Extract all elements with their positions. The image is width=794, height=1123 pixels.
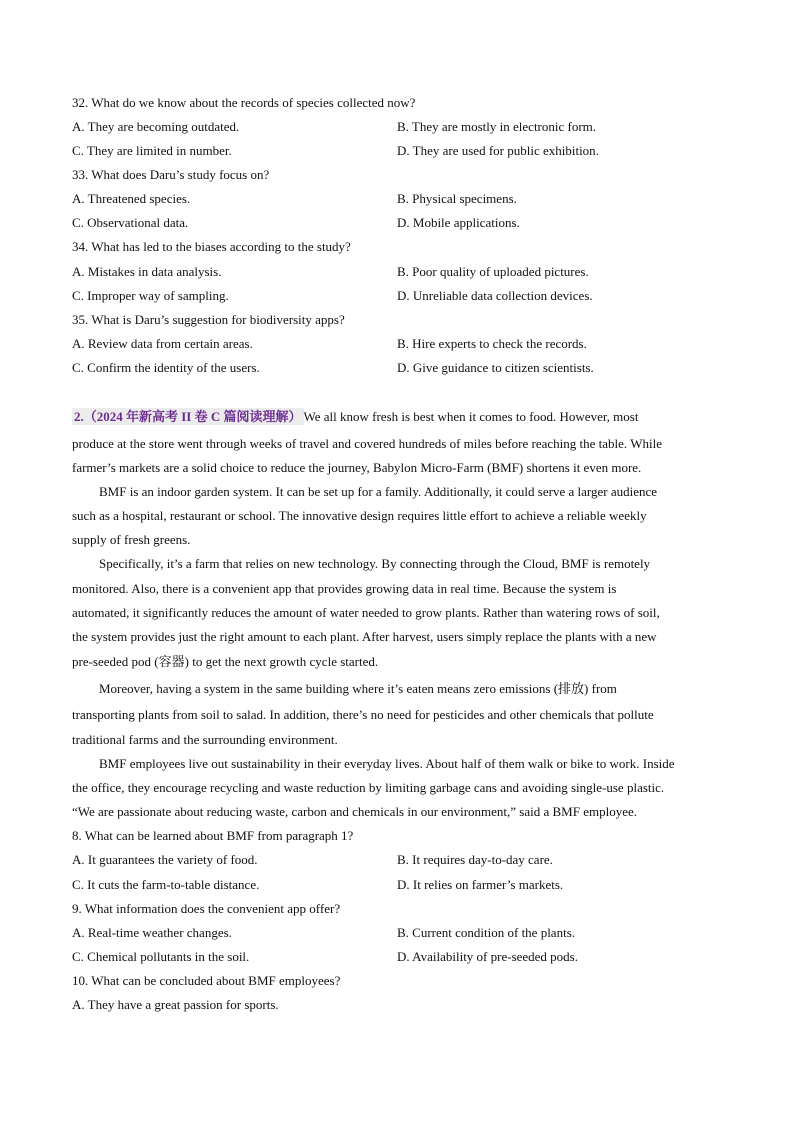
question-33-option-a: A. Threatened species. xyxy=(72,191,191,206)
passage-paragraph-5-line-2: the office, they encourage recycling and waste reduction by limiting garbage cans and avoiding single-use plastic. xyxy=(72,780,665,795)
question-32-option-d: D. They are used for public exhibition. xyxy=(397,143,599,158)
question-9-option-a: A. Real-time weather changes. xyxy=(72,925,232,940)
question-34-option-a: A. Mistakes in data analysis. xyxy=(72,264,222,279)
passage-paragraph-1-line-1 xyxy=(72,409,638,425)
question-8-stem: 8. What can be learned about BMF from paragraph 1? xyxy=(72,828,354,843)
passage-paragraph-3-line-3: automated, it significantly reduces the amount of water needed to grow plants. Rather than watering rows of soil, xyxy=(72,605,660,620)
question-34-option-b: B. Poor quality of uploaded pictures. xyxy=(397,264,589,279)
question-32-option-c: C. They are limited in number. xyxy=(72,143,232,158)
passage-paragraph-4-line-2: transporting plants from soil to salad. In addition, there’s no need for pesticides and other chemicals that pollute xyxy=(72,707,654,722)
source-tag: 2.（2024 年新高考 II 卷 C 篇阅读理解） xyxy=(74,409,302,424)
question-35-option-b: B. Hire experts to check the records. xyxy=(397,336,587,351)
passage-paragraph-3-line-1: Specifically, it’s a farm that relies on new technology. By connecting through the Cloud, BMF is remotely xyxy=(99,556,651,571)
passage-paragraph-3-line-5: pre-seeded pod (容器) to get the next growth cycle started. xyxy=(72,654,379,669)
passage-paragraph-2-line-1: BMF is an indoor garden system. It can be set up for a family. Additionally, it could serve a larger audience xyxy=(99,484,658,499)
question-8-option-d: D. It relies on farmer’s markets. xyxy=(397,877,564,892)
question-32-option-a: A. They are becoming outdated. xyxy=(72,119,240,134)
question-9-stem: 9. What information does the convenient app offer? xyxy=(72,901,341,916)
question-35-stem: 35. What is Daru’s suggestion for biodiversity apps? xyxy=(72,312,345,327)
question-9-option-d: D. Availability of pre-seeded pods. xyxy=(397,949,578,964)
question-33-option-c: C. Observational data. xyxy=(72,215,189,230)
question-34-option-d: D. Unreliable data collection devices. xyxy=(397,288,593,303)
question-35-option-a: A. Review data from certain areas. xyxy=(72,336,253,351)
question-34-stem: 34. What has led to the biases according to the study? xyxy=(72,239,351,254)
passage-paragraph-3-line-2: monitored. Also, there is a convenient app that provides growing data in real time. Because the system is xyxy=(72,581,617,596)
passage-paragraph-5-line-3: “We are passionate about reducing waste, carbon and chemicals in our environment,” said a BMF employee. xyxy=(72,804,637,819)
question-8-option-b: B. It requires day-to-day care. xyxy=(397,852,553,867)
passage-paragraph-2-line-2: such as a hospital, restaurant or school. The innovative design requires little effort to achieve a reliable weekly xyxy=(72,508,647,523)
question-33-option-b: B. Physical specimens. xyxy=(397,191,517,206)
question-32-stem: 32. What do we know about the records of species collected now? xyxy=(72,95,416,110)
question-33-stem: 33. What does Daru’s study focus on? xyxy=(72,167,270,182)
question-8-option-a: A. It guarantees the variety of food. xyxy=(72,852,258,867)
question-10-option-a: A. They have a great passion for sports. xyxy=(72,997,279,1012)
passage-paragraph-1-line-3: farmer’s markets are a solid choice to reduce the journey, Babylon Micro-Farm (BMF) shortens it even more. xyxy=(72,460,642,475)
question-34-option-c: C. Improper way of sampling. xyxy=(72,288,229,303)
passage-paragraph-3-line-4: the system provides just the right amount to each plant. After harvest, users simply replace the plants with a new xyxy=(72,629,657,644)
passage-paragraph-4-line-1: Moreover, having a system in the same building where it’s eaten means zero emissions (排放) from xyxy=(99,681,617,696)
question-10-stem: 10. What can be concluded about BMF employees? xyxy=(72,973,341,988)
passage-paragraph-5-line-1: BMF employees live out sustainability in their everyday lives. About half of them walk or bike to work. Inside xyxy=(99,756,675,771)
passage-paragraph-1-line-2: produce at the store went through weeks of travel and covered hundreds of miles before reaching the table. While xyxy=(72,436,662,451)
passage-paragraph-2-line-3: supply of fresh greens. xyxy=(72,532,191,547)
question-33-option-d: D. Mobile applications. xyxy=(397,215,520,230)
question-32-option-b: B. They are mostly in electronic form. xyxy=(397,119,597,134)
question-35-option-c: C. Confirm the identity of the users. xyxy=(72,360,260,375)
passage-paragraph-4-line-3: traditional farms and the surrounding environment. xyxy=(72,732,338,747)
question-8-option-c: C. It cuts the farm-to-table distance. xyxy=(72,877,260,892)
question-9-option-b: B. Current condition of the plants. xyxy=(397,925,576,940)
question-9-option-c: C. Chemical pollutants in the soil. xyxy=(72,949,250,964)
question-35-option-d: D. Give guidance to citizen scientists. xyxy=(397,360,594,375)
passage-text: We all know fresh is best when it comes to food. However, most xyxy=(303,409,639,424)
